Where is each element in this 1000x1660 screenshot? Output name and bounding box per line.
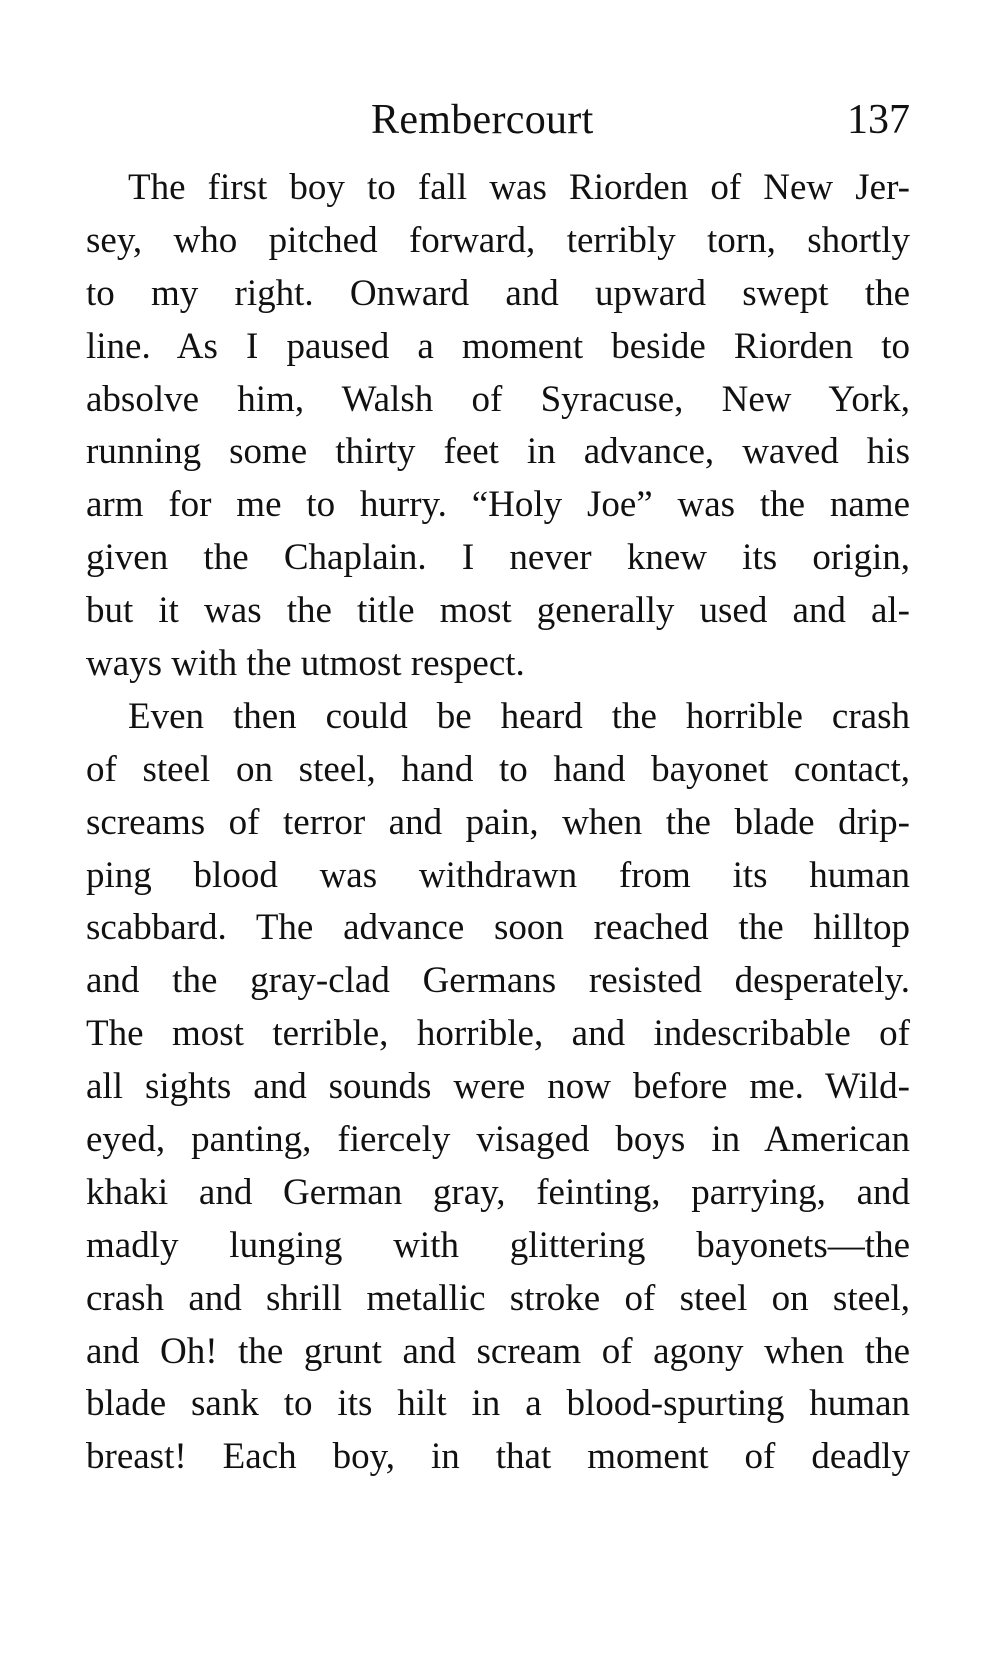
text-line: ping blood was withdrawn from its human: [86, 854, 910, 896]
text-line: but it was the title most generally used and al-: [86, 590, 910, 632]
text-line: and the gray-clad Germans resisted desperately.: [86, 960, 910, 1002]
text-line: running some thirty feet in advance, waved his: [86, 431, 910, 473]
text-line: sey, who pitched forward, terribly torn, shortly: [86, 219, 910, 261]
text-line: given the Chaplain. I never knew its origin,: [86, 537, 910, 579]
text-line: arm for me to hurry. “Holy Joe” was the name: [86, 484, 910, 526]
page-number: 137: [847, 97, 910, 143]
text-line: The most terrible, horrible, and indescribable of: [86, 1013, 910, 1055]
text-line: and Oh! the grunt and scream of agony when the: [86, 1330, 910, 1372]
paragraph: [86, 162, 910, 691]
text-line: Even then could be heard the horrible crash: [128, 695, 910, 737]
text-line: to my right. Onward and upward swept the: [86, 272, 910, 314]
text-line: blade sank to its hilt in a blood-spurting human: [86, 1383, 910, 1425]
running-head: [86, 90, 910, 150]
text-line: eyed, panting, fiercely visaged boys in American: [86, 1119, 910, 1161]
text-line: The first boy to fall was Riorden of New Jer-: [128, 167, 910, 208]
text-line: crash and shrill metallic stroke of steel on steel,: [86, 1277, 910, 1319]
text-line: of steel on steel, hand to hand bayonet contact,: [86, 748, 910, 790]
text-line: line. As I paused a moment beside Riorden to: [86, 325, 910, 367]
text-line: scabbard. The advance soon reached the hilltop: [86, 907, 910, 949]
running-title: Rembercourt: [371, 97, 594, 143]
text-line: madly lunging with glittering bayonets—the: [86, 1224, 910, 1266]
text-line: ways with the utmost respect.: [86, 643, 525, 685]
body-text: [86, 162, 910, 1484]
text-line: all sights and sounds were now before me. Wild-: [86, 1066, 910, 1108]
text-line: absolve him, Walsh of Syracuse, New York,: [86, 378, 910, 420]
text-line: screams of terror and pain, when the blade drip-: [86, 801, 910, 843]
text-line: khaki and German gray, feinting, parrying, and: [86, 1171, 910, 1213]
text-line: breast! Each boy, in that moment of deadly: [86, 1436, 910, 1478]
paragraph: [86, 691, 910, 1484]
